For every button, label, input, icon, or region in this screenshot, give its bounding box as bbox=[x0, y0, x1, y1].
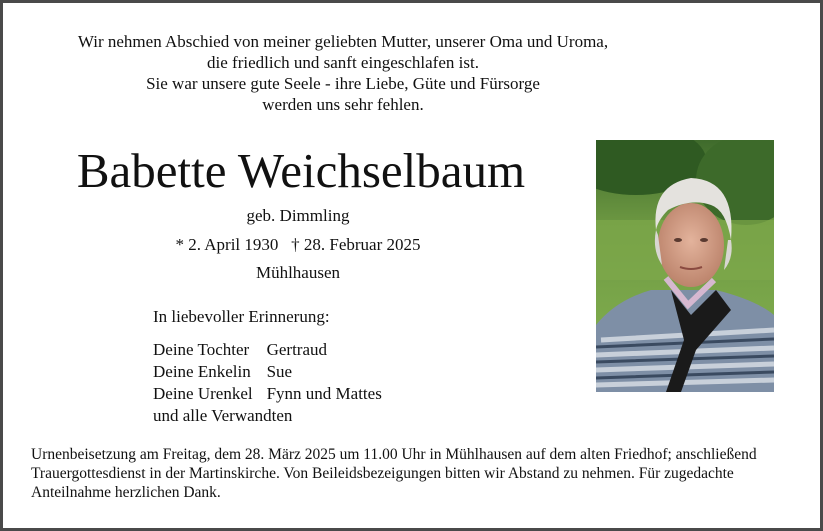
birth-name: geb. Dimmling bbox=[246, 206, 350, 225]
family-row bbox=[153, 383, 382, 405]
family-row bbox=[153, 361, 382, 383]
relative-names: Sue bbox=[266, 362, 293, 381]
family-row bbox=[153, 339, 382, 361]
memory-heading: In liebevoller Erinnerung: bbox=[153, 307, 330, 326]
hometown: Mühlhausen bbox=[255, 263, 341, 282]
relation-label: Deine Enkelin bbox=[153, 362, 251, 381]
intro-line: Wir nehmen Abschied von meiner geliebten Mutter, unserer Oma und Uroma, bbox=[77, 32, 609, 51]
deceased-name: Babette Weichselbaum bbox=[76, 143, 526, 198]
portrait-photo bbox=[596, 140, 774, 392]
relation-label: und alle Verwandten bbox=[153, 406, 293, 425]
relative-names: Fynn und Mattes bbox=[266, 384, 382, 403]
intro-text bbox=[23, 31, 663, 115]
intro-line: Sie war unsere gute Seele - ihre Liebe, Güte und Fürsorge bbox=[146, 74, 540, 93]
family-list bbox=[153, 339, 382, 427]
life-dates: * 2. April 1930 † 28. Februar 2025 bbox=[175, 235, 421, 254]
intro-line: werden uns sehr fehlen. bbox=[262, 95, 424, 114]
relation-label: Deine Tochter bbox=[153, 340, 250, 359]
family-row bbox=[153, 405, 382, 427]
intro-line: die friedlich und sanft eingeschlafen ist. bbox=[207, 53, 479, 72]
relation-label: Deine Urenkel bbox=[153, 384, 253, 403]
funeral-details: Urnenbeisetzung am Freitag, dem 28. März 2025 um 11.00 Uhr in Mühlhausen auf dem alten Friedhof; anschließend Trauergottesdienst in der Martinskirche. Von Beileidsbezeigungen bitten wir Abstand zu nehmen. Für zugedachte Anteilnahme herzlichen Dank. bbox=[31, 446, 757, 501]
relative-names: Gertraud bbox=[266, 340, 328, 359]
